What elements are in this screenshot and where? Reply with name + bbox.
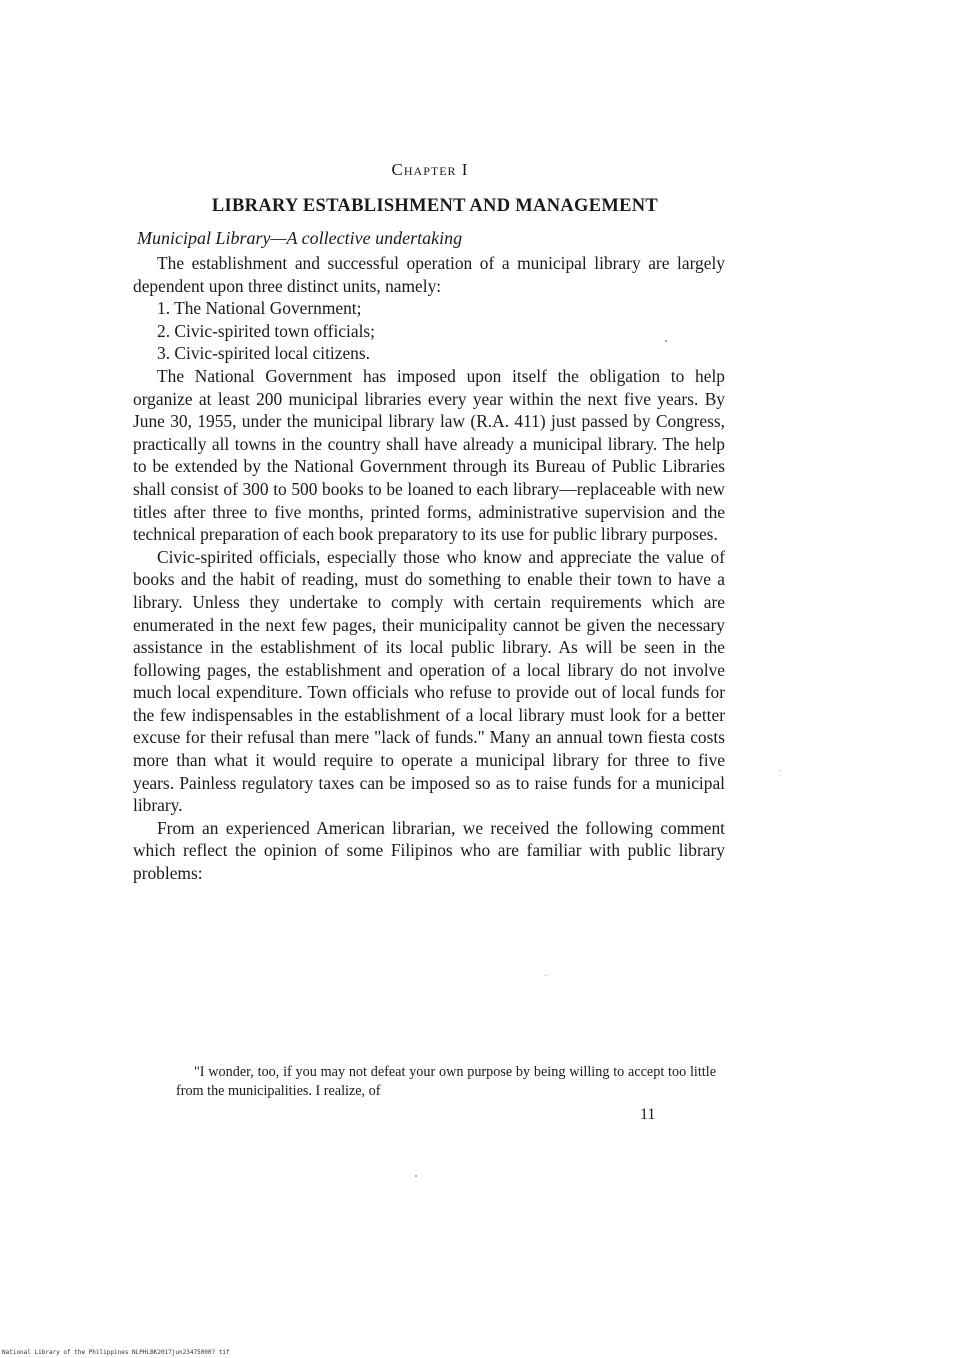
chapter-heading: Chapter I [391, 160, 469, 179]
scan-footer: National Library of the Philippines NLPHLBK2017jun23475000? tif [2, 1349, 230, 1356]
body-text [133, 252, 725, 885]
scan-speck [545, 975, 546, 976]
numbered-list [133, 297, 725, 365]
chapter-title: LIBRARY ESTABLISHMENT AND MANAGEMENT [211, 196, 659, 216]
scan-speck [780, 770, 781, 771]
list-item: 1. The National Government; [157, 298, 362, 319]
list-item: 2. Civic-spirited town officials; [157, 320, 375, 341]
section-heading: Municipal Library—A collective undertaking [137, 228, 463, 248]
list-item: 3. Civic-spirited local citizens. [157, 343, 370, 364]
scan-speck [415, 1175, 417, 1177]
paragraph: The establishment and successful operation of a municipal library are largely dependent upon three distinct units, namely: [133, 253, 725, 296]
paragraph: The National Government has imposed upon itself the obligation to help organize at least 200 municipal libraries every year within the next five years. By June 30, 1955, under the municipal library law (R.A. 411) just passed by Congress, practically all towns in the country shall have already a municipal library. The help to be extended by the National Government through its Bureau of Public Libraries shall consist of 300 to 500 books to be loaned to each library—replaceable with new titles after three to five months, printed forms, administrative supervision and the technical preparation of each book preparatory to its use for public library purposes. [133, 365, 725, 545]
paragraph: From an experienced American librarian, we received the following comment which reflect the opinion of some Filipinos who are familiar with public library problems: [133, 817, 725, 884]
page-number: 11 [640, 1106, 656, 1123]
paragraph: Civic-spirited officials, especially those who know and appreciate the value of books and the habit of reading, must do something to enable their town to have a library. Unless they undertake to comply with certain requirements which are enumerated in the next few pages, their municipality cannot be given the necessary assistance in the establishment of its local public library. As will be seen in the following pages, the establishment and operation of a local library do not involve much local expenditure. Town officials who refuse to provide out of local funds for the few indispensables in the establishment of a local library must look for a better excuse for their refusal than mere "lack of funds." Many an annual town fiesta costs more than what it would require to operate a municipal library for three to five years. Painless regulatory taxes can be imposed so as to raise funds for a municipal library. [133, 546, 725, 816]
block-quote: "I wonder, too, if you may not defeat your own purpose by being willing to accept too little from the municipalities. I realize, of [176, 1064, 716, 1099]
scan-speck [665, 340, 667, 342]
